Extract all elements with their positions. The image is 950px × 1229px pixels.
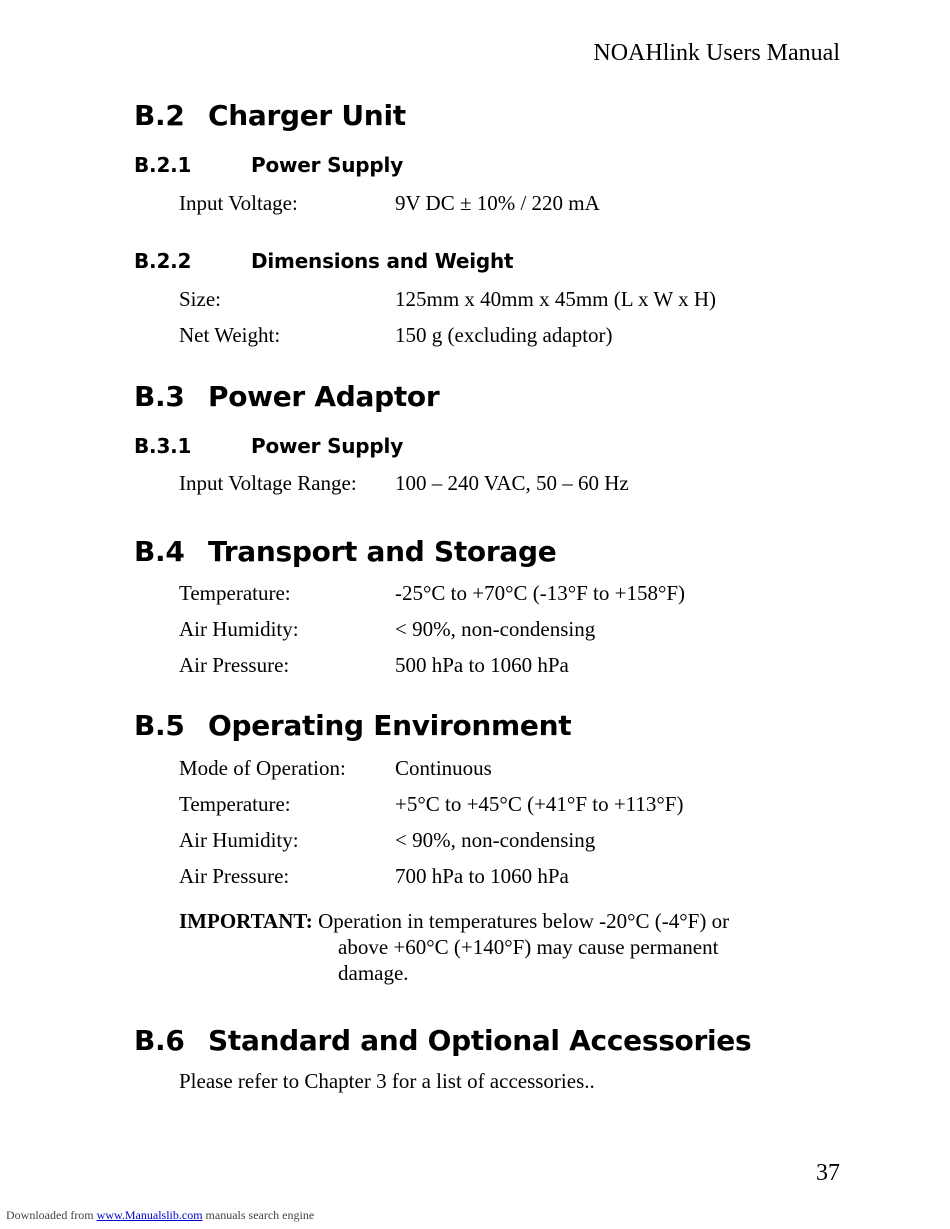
spec-row <box>179 191 600 216</box>
spec-row <box>179 864 569 889</box>
section-number: B.4 <box>134 535 185 568</box>
subsection-heading-b22 <box>134 249 513 273</box>
subsection-title: Power Supply <box>251 153 404 177</box>
spec-label: Air Humidity: <box>179 617 299 641</box>
spec-label: Temperature: <box>179 792 291 816</box>
spec-label: Air Pressure: <box>179 864 290 888</box>
spec-label: Air Humidity: <box>179 828 299 852</box>
manual-title: NOAHlink Users Manual <box>593 40 840 66</box>
section-number: B.2 <box>134 99 185 132</box>
section-title: Standard and Optional Accessories <box>208 1024 752 1057</box>
subsection-heading-b21 <box>134 153 403 177</box>
footer-suffix: manuals search engine <box>202 1208 315 1222</box>
spec-value: -25°C to +70°C (-13°F to +158°F) <box>395 581 686 605</box>
subsection-heading-b31 <box>134 434 403 458</box>
spec-value: 500 hPa to 1060 hPa <box>395 653 569 677</box>
important-label: IMPORTANT: <box>179 909 313 933</box>
accessories-paragraph: Please refer to Chapter 3 for a list of accessories.. <box>179 1069 595 1093</box>
spec-row <box>179 792 683 817</box>
spec-row <box>179 471 629 496</box>
section-title: Transport and Storage <box>208 535 557 568</box>
subsection-title: Dimensions and Weight <box>251 249 514 273</box>
spec-row <box>179 287 716 312</box>
spec-label: Input Voltage: <box>179 191 298 215</box>
spec-label: Net Weight: <box>179 323 281 347</box>
subsection-title: Power Supply <box>251 434 404 458</box>
spec-value: < 90%, non-condensing <box>395 617 596 641</box>
spec-value: Continuous <box>395 756 492 780</box>
subsection-number: B.2.2 <box>134 249 192 273</box>
subsection-number: B.3.1 <box>134 434 192 458</box>
spec-row <box>179 617 595 642</box>
spec-value: +5°C to +45°C (+41°F to +113°F) <box>395 792 684 816</box>
section-number: B.5 <box>134 709 185 742</box>
section-heading-b4 <box>134 535 556 568</box>
section-title: Operating Environment <box>208 709 572 742</box>
spec-row <box>179 756 492 781</box>
important-text-line-2: above +60°C (+140°F) may cause permanent <box>338 935 719 959</box>
spec-value: 150 g (excluding adaptor) <box>395 323 613 347</box>
spec-row <box>179 323 613 348</box>
section-heading-b5 <box>134 709 571 742</box>
spec-value: 100 – 240 VAC, 50 – 60 Hz <box>395 471 629 495</box>
spec-value: < 90%, non-condensing <box>395 828 596 852</box>
section-heading-b2 <box>134 99 406 132</box>
manualslib-link[interactable]: www.Manualslib.com <box>96 1208 203 1222</box>
section-title: Charger Unit <box>208 99 406 132</box>
spec-label: Air Pressure: <box>179 653 290 677</box>
spec-row <box>179 581 685 606</box>
important-text-line-1: Operation in temperatures below -20°C (-4°F) or <box>312 909 730 933</box>
spec-value: 125mm x 40mm x 45mm (L x W x H) <box>395 287 717 311</box>
section-title: Power Adaptor <box>208 380 440 413</box>
spec-label: Input Voltage Range: <box>179 471 357 495</box>
spec-row <box>179 653 569 678</box>
subsection-number: B.2.1 <box>134 153 192 177</box>
spec-label: Size: <box>179 287 221 311</box>
spec-row <box>179 828 595 853</box>
page-number: 37 <box>816 1160 840 1186</box>
spec-value: 700 hPa to 1060 hPa <box>395 864 569 888</box>
spec-label: Temperature: <box>179 581 291 605</box>
footer-prefix: Downloaded from <box>6 1208 97 1222</box>
spec-label: Mode of Operation: <box>179 756 346 780</box>
important-note <box>179 908 799 986</box>
section-heading-b3 <box>134 380 439 413</box>
section-heading-b6 <box>134 1024 751 1057</box>
download-footer <box>6 1208 314 1223</box>
section-number: B.3 <box>134 380 185 413</box>
important-text-line-3: damage. <box>338 961 409 985</box>
spec-value: 9V DC ± 10% / 220 mA <box>395 191 600 215</box>
section-number: B.6 <box>134 1024 185 1057</box>
